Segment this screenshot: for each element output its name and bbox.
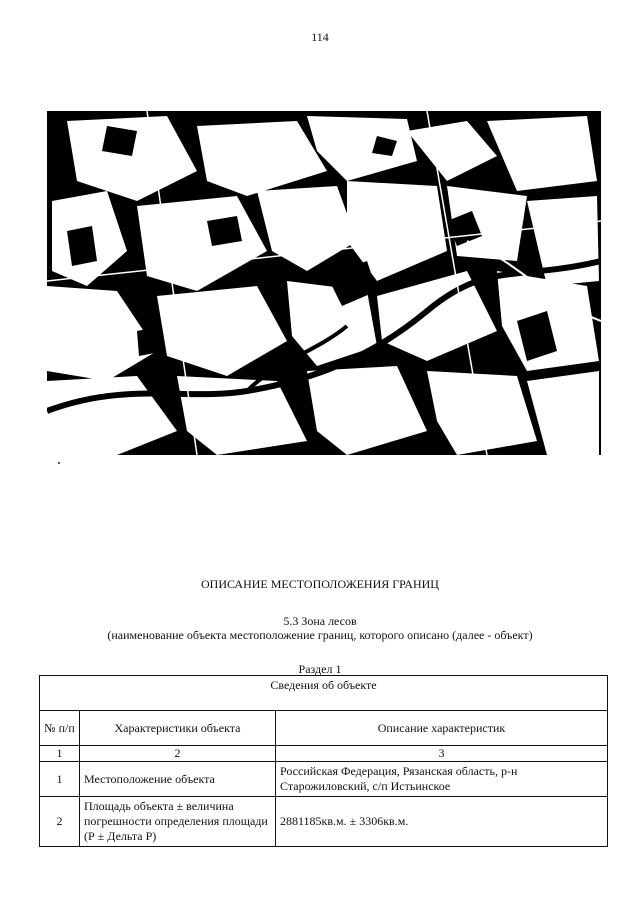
column-number: 1 <box>40 746 80 762</box>
section-title: ОПИСАНИЕ МЕСТОПОЛОЖЕНИЯ ГРАНИЦ <box>201 577 439 591</box>
header-description: Описание характеристик <box>276 711 608 746</box>
table-caption: Сведения об объекте <box>40 676 608 711</box>
row-description: 2881185кв.м. ± 3306кв.м. <box>276 797 608 847</box>
object-info-table <box>39 675 608 847</box>
row-number: 2 <box>40 797 80 847</box>
column-number: 2 <box>80 746 276 762</box>
object-caption: (наименование объекта местоположение границ, которого описано (далее - объект) <box>107 628 533 642</box>
object-name: 5.3 Зона лесов <box>283 614 357 628</box>
column-number-row <box>40 746 608 762</box>
row-characteristic: Местоположение объекта <box>80 762 276 797</box>
row-description: Российская Федерация, Рязанская область, р-н Старожиловский, с/п Истьинское <box>276 762 608 797</box>
table-header-row <box>40 711 608 746</box>
table-row <box>40 797 608 847</box>
stray-mark <box>58 462 60 464</box>
row-characteristic: Площадь объекта ± величина погрешности определения площади (Р ± Дельта Р) <box>80 797 276 847</box>
page-number: 114 <box>311 30 329 44</box>
table-row <box>40 762 608 797</box>
section-label: Раздел 1 <box>298 662 342 676</box>
header-num: № п/п <box>40 711 80 746</box>
satellite-map <box>47 111 601 455</box>
column-number: 3 <box>276 746 608 762</box>
row-number: 1 <box>40 762 80 797</box>
header-characteristics: Характеристики объекта <box>80 711 276 746</box>
